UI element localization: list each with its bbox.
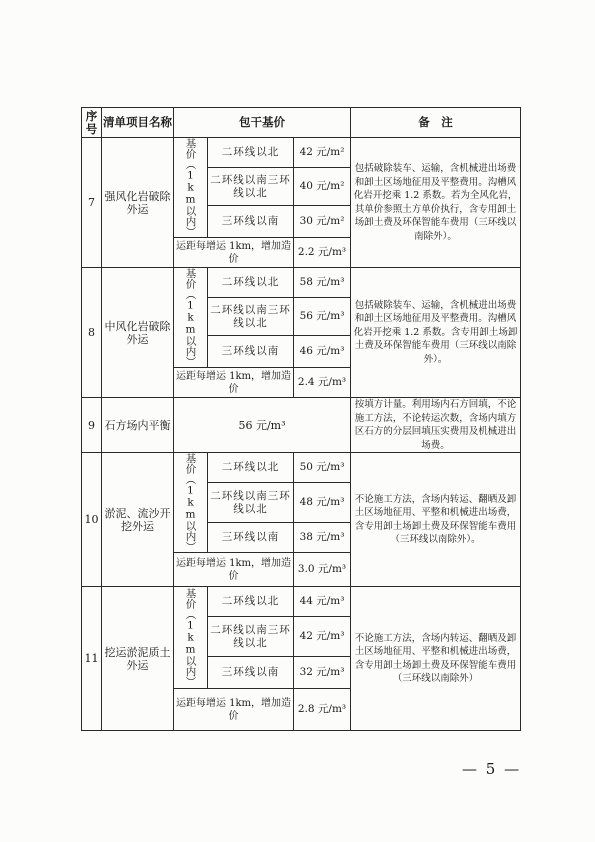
price-cell: 48 元/m³ bbox=[294, 483, 351, 523]
base-price-label: 基价（1km以内） bbox=[174, 138, 208, 238]
increment-label: 运距每增运 1km，增加造价 bbox=[174, 368, 294, 398]
increment-price: 2.4 元/m³ bbox=[294, 368, 351, 398]
row-seq: 9 bbox=[82, 398, 102, 453]
header-price: 包干基价 bbox=[174, 108, 351, 138]
row-note: 按填方计量。利用场内石方回填，不论施工方法，不论转运次数，含场内填方区石方的分层回填压实费用及机械进出场费。 bbox=[351, 398, 521, 453]
row-seq: 8 bbox=[82, 268, 102, 398]
area-cell: 二环线以北 bbox=[208, 138, 294, 168]
increment-price: 3.0 元/m³ bbox=[294, 553, 351, 587]
price-cell: 44 元/m³ bbox=[294, 587, 351, 617]
table-row bbox=[82, 138, 521, 168]
price-cell: 42 元/m² bbox=[294, 138, 351, 168]
price-cell: 30 元/m² bbox=[294, 206, 351, 238]
row-seq: 10 bbox=[82, 453, 102, 587]
header-seq: 序号 bbox=[82, 108, 102, 138]
price-cell: 56 元/m³ bbox=[294, 298, 351, 336]
price-cell: 32 元/m³ bbox=[294, 657, 351, 689]
table-row bbox=[82, 268, 521, 298]
area-cell: 三环线以南 bbox=[208, 523, 294, 553]
increment-label: 运距每增运 1km，增加造价 bbox=[174, 553, 294, 587]
base-price-label: 基价（1km以内） bbox=[174, 453, 208, 553]
area-cell: 三环线以南 bbox=[208, 657, 294, 689]
price-table-page bbox=[81, 107, 520, 731]
row-note: 不论施工方法，含场内转运、翻晒及卸土区场地征用、平整和机械进出场费，含专用卸土场卸土费及环保智能车费用（三环线以南除外）。 bbox=[351, 453, 521, 587]
base-price-label: 基价（1km以内） bbox=[174, 587, 208, 689]
price-cell: 58 元/m³ bbox=[294, 268, 351, 298]
area-cell: 二环线以北 bbox=[208, 453, 294, 483]
increment-price: 2.8 元/m³ bbox=[294, 689, 351, 731]
row-note: 包括破除装车、运输，含机械进出场费和卸土区场地征用及平整费用。沟槽风化岩开挖乘 1.2 系数。含专用卸土场卸土费及环保智能车费用（三环线以南除外）。 bbox=[351, 268, 521, 398]
increment-price: 2.2 元/m³ bbox=[294, 238, 351, 268]
price-cell: 40 元/m² bbox=[294, 168, 351, 206]
price-cell: 42 元/m³ bbox=[294, 617, 351, 657]
price-cell: 46 元/m³ bbox=[294, 336, 351, 368]
table-row bbox=[82, 398, 521, 453]
header-item: 清单项目名称 bbox=[102, 108, 174, 138]
page-number: — 5 — bbox=[462, 760, 522, 778]
flat-price: 56 元/m³ bbox=[174, 398, 351, 453]
table-header-row bbox=[82, 108, 521, 138]
row-note: 不论施工方法，含场内转运、翻晒及卸土区场地征用、平整和机械进出场费，含专用卸土场卸土费及环保智能车费用（三环线以南除外） bbox=[351, 587, 521, 731]
price-cell: 38 元/m³ bbox=[294, 523, 351, 553]
row-item-name: 中风化岩破除外运 bbox=[102, 268, 174, 398]
row-seq: 11 bbox=[82, 587, 102, 731]
price-cell: 50 元/m³ bbox=[294, 453, 351, 483]
area-cell: 二环线以南三环线以北 bbox=[208, 483, 294, 523]
area-cell: 二环线以南三环线以北 bbox=[208, 617, 294, 657]
row-item-name: 挖运淤泥质土外运 bbox=[102, 587, 174, 731]
table-row bbox=[82, 587, 521, 617]
area-cell: 二环线以北 bbox=[208, 587, 294, 617]
header-note: 备 注 bbox=[351, 108, 521, 138]
area-cell: 二环线以南三环线以北 bbox=[208, 298, 294, 336]
row-seq: 7 bbox=[82, 138, 102, 268]
increment-label: 运距每增运 1km，增加造价 bbox=[174, 689, 294, 731]
area-cell: 二环线以南三环线以北 bbox=[208, 168, 294, 206]
price-list-table bbox=[81, 107, 521, 731]
row-item-name: 淤泥、流沙开挖外运 bbox=[102, 453, 174, 587]
area-cell: 三环线以南 bbox=[208, 206, 294, 238]
row-item-name: 强风化岩破除外运 bbox=[102, 138, 174, 268]
area-cell: 二环线以北 bbox=[208, 268, 294, 298]
base-price-label: 基价（1km以内） bbox=[174, 268, 208, 368]
area-cell: 三环线以南 bbox=[208, 336, 294, 368]
row-note: 包括破除装车、运输，含机械进出场费和卸土区场地征用及平整费用。沟槽风化岩开挖乘 1.2 系数。若为全风化岩，其单价参照土方单价执行，含专用卸土场卸土费及环保智能车费用（三环线以南除外）。 bbox=[351, 138, 521, 268]
increment-label: 运距每增运 1km，增加造价 bbox=[174, 238, 294, 268]
row-item-name: 石方场内平衡 bbox=[102, 398, 174, 453]
table-row bbox=[82, 453, 521, 483]
